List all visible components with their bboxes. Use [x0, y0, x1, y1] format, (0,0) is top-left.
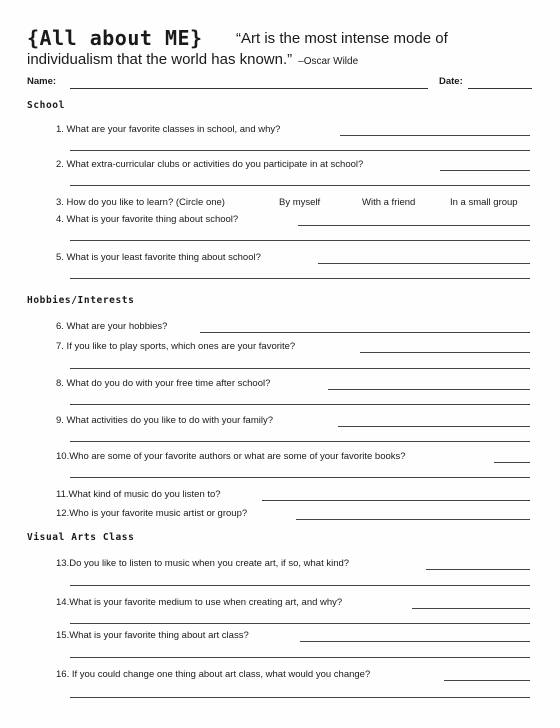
question-16: 16. If you could change one thing about art class, what would you change?: [56, 669, 371, 680]
option-with-a-friend[interactable]: With a friend: [362, 197, 416, 208]
question-11: 11.What kind of music do you listen to?: [56, 489, 221, 500]
question-15: 15.What is your favorite thing about art class?: [56, 630, 249, 641]
question-9: 9. What activities do you like to do with your family?: [56, 415, 274, 426]
quote-line-2: [27, 51, 358, 68]
quote-line-1: “Art is the most intense mode of: [236, 30, 448, 47]
answer-line[interactable]: [494, 462, 530, 463]
question-12: 12.Who is your favorite music artist or group?: [56, 508, 248, 519]
question-5: 5. What is your least favorite thing about school?: [56, 252, 261, 263]
answer-line[interactable]: [296, 519, 530, 520]
answer-line[interactable]: [70, 278, 530, 279]
answer-line[interactable]: [426, 569, 530, 570]
option-small-group[interactable]: In a small group: [450, 197, 518, 208]
answer-line[interactable]: [328, 389, 530, 390]
question-2: 2. What extra-curricular clubs or activities do you participate in at school?: [56, 159, 364, 170]
date-line[interactable]: [468, 88, 532, 89]
answer-line[interactable]: [70, 477, 530, 478]
answer-line[interactable]: [440, 170, 530, 171]
quote-text: individualism that the world has known.”: [27, 51, 293, 68]
quote-author: –Oscar Wilde: [298, 56, 359, 67]
section-visual-arts: Visual Arts Class: [27, 532, 135, 543]
question-10: 10.Who are some of your favorite authors or what are some of your favorite books?: [56, 451, 406, 462]
question-3: 3. How do you like to learn? (Circle one): [56, 197, 225, 208]
answer-line[interactable]: [300, 641, 530, 642]
answer-line[interactable]: [70, 240, 530, 241]
answer-line[interactable]: [70, 150, 530, 151]
answer-line[interactable]: [318, 263, 530, 264]
question-4: 4. What is your favorite thing about school?: [56, 214, 239, 225]
question-6: 6. What are your hobbies?: [56, 321, 168, 332]
name-line[interactable]: [70, 88, 428, 89]
answer-line[interactable]: [360, 352, 530, 353]
question-13: 13.Do you like to listen to music when you create art, if so, what kind?: [56, 558, 350, 569]
option-by-myself[interactable]: By myself: [279, 197, 321, 208]
answer-line[interactable]: [70, 697, 530, 698]
answer-line[interactable]: [70, 441, 530, 442]
answer-line[interactable]: [200, 332, 530, 333]
answer-line[interactable]: [70, 185, 530, 186]
name-label: Name:: [27, 76, 57, 87]
answer-line[interactable]: [262, 500, 530, 501]
worksheet-title: {All about ME}: [27, 26, 203, 50]
date-label: Date:: [439, 76, 463, 87]
section-school: School: [27, 100, 65, 111]
answer-line[interactable]: [444, 680, 530, 681]
answer-line[interactable]: [338, 426, 530, 427]
question-7: 7. If you like to play sports, which ones are your favorite?: [56, 341, 296, 352]
question-1: 1. What are your favorite classes in school, and why?: [56, 124, 281, 135]
answer-line[interactable]: [70, 368, 530, 369]
question-14: 14.What is your favorite medium to use when creating art, and why?: [56, 597, 343, 608]
answer-line[interactable]: [70, 623, 530, 624]
answer-line[interactable]: [298, 225, 530, 226]
answer-line[interactable]: [412, 608, 530, 609]
answer-line[interactable]: [70, 585, 530, 586]
answer-line[interactable]: [70, 657, 530, 658]
answer-line[interactable]: [340, 135, 530, 136]
section-hobbies: Hobbies/Interests: [27, 295, 135, 306]
answer-line[interactable]: [70, 404, 530, 405]
question-8: 8. What do you do with your free time after school?: [56, 378, 271, 389]
